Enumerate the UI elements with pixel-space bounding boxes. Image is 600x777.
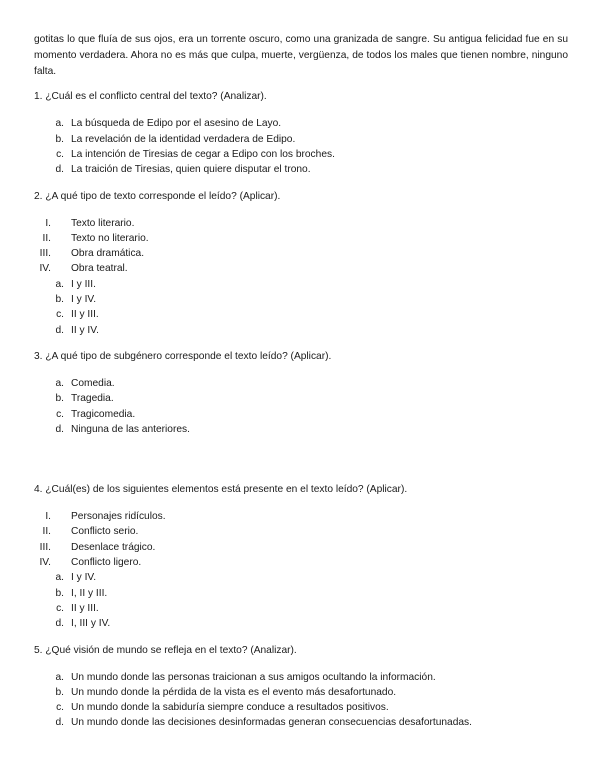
option-d: d. Ninguna de las anteriores. [55, 423, 190, 435]
statement-ii: II. Conflicto serio. [42, 526, 139, 538]
option-a: a. La búsqueda de Edipo por el asesino de Layo. [55, 118, 282, 130]
option-c: c. La intención de Tiresias de cegar a Edipo con los broches. [56, 148, 335, 160]
worksheet-page [34, 32, 568, 743]
question-1 [34, 90, 568, 177]
statement-iv: IV. Obra teatral. [39, 263, 128, 275]
question-2-items [34, 216, 568, 338]
statement-ii: II. Texto no literario. [42, 232, 149, 244]
option-d: d. Un mundo donde las decisiones desinformadas generan consecuencias desafortunadas. [55, 717, 472, 729]
statement-iv: IV. Conflicto ligero. [39, 557, 142, 569]
question-5-prompt: 5. ¿Qué visión de mundo se refleja en el texto? (Analizar). [34, 644, 297, 656]
question-3-options [34, 376, 568, 437]
option-a: a. Un mundo donde las personas traicionan a sus amigos ocultando la información. [55, 671, 436, 683]
option-b: b. Un mundo donde la pérdida de la vista es el evento más desafortunado. [55, 686, 397, 698]
question-1-prompt: 1. ¿Cuál es el conflicto central del texto? (Analizar). [34, 91, 267, 103]
question-2 [34, 190, 568, 338]
question-5-options [34, 670, 568, 731]
question-3-prompt: 3. ¿A qué tipo de subgénero corresponde el texto leído? (Aplicar). [34, 350, 332, 362]
option-c: c. Un mundo donde la sabiduría siempre conduce a resultados positivos. [56, 702, 389, 714]
question-1-options [34, 116, 568, 177]
option-c: c. II y III. [56, 309, 99, 321]
question-4 [34, 483, 568, 631]
question-3 [34, 350, 568, 437]
statement-iii: III. Desenlace trágico. [39, 541, 156, 553]
intro-paragraph: gotitas lo que fluía de sus ojos, era un torrente oscuro, como una granizada de sangre. Su antigua felicidad fue en su momento verdadera. Ahora no es más que culpa, muerte, vergüenza, de todos los males que tienen nombre, ninguno falta. [34, 34, 568, 77]
option-d: d. II y IV. [55, 324, 99, 336]
option-c: c. II y III. [56, 602, 99, 614]
option-b: b. I y IV. [55, 294, 97, 306]
question-2-prompt: 2. ¿A qué tipo de texto corresponde el leído? (Aplicar). [34, 190, 281, 202]
option-b: b. Tragedia. [55, 393, 114, 405]
option-c: c. Tragicomedia. [56, 408, 136, 420]
statement-iii: III. Obra dramática. [39, 248, 145, 260]
question-4-prompt: 4. ¿Cuál(es) de los siguientes elementos está presente en el texto leído? (Aplicar). [34, 484, 408, 496]
question-5 [34, 644, 568, 731]
statement-i: I. Personajes ridículos. [45, 511, 166, 523]
option-b: b. I, II y III. [55, 587, 108, 599]
option-d: d. I, III y IV. [55, 618, 111, 630]
option-d: d. La traición de Tiresias, quien quiere disputar el trono. [55, 164, 311, 176]
option-a: a. I y III. [55, 278, 96, 290]
statement-i: I. Texto literario. [45, 217, 135, 229]
option-a: a. Comedia. [55, 377, 115, 389]
spacer [34, 449, 568, 483]
option-b: b. La revelación de la identidad verdadera de Edipo. [55, 133, 296, 145]
question-4-items [34, 509, 568, 631]
option-a: a. I y IV. [55, 572, 97, 584]
